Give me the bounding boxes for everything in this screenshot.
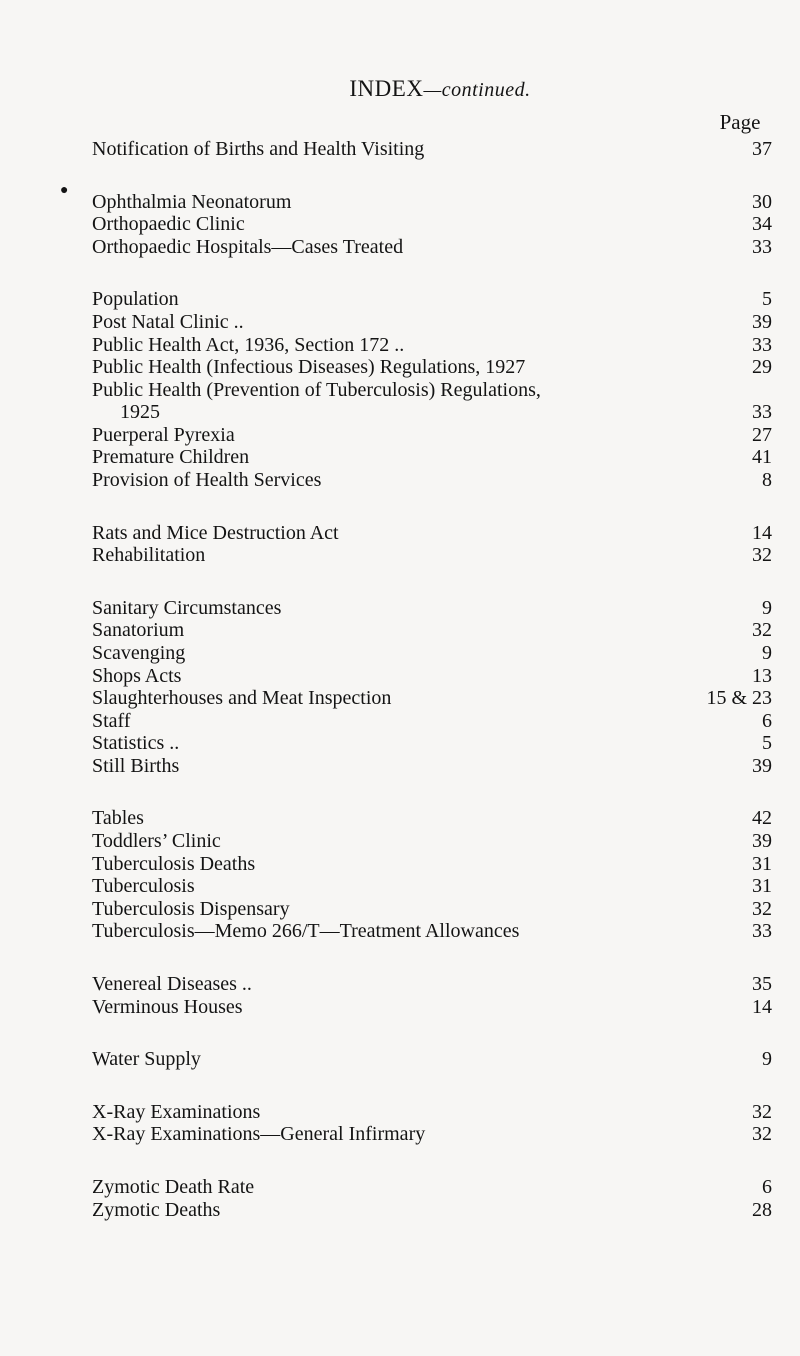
entry-label: Venereal Diseases .. xyxy=(92,973,252,996)
index-group xyxy=(92,1101,772,1146)
index-entry xyxy=(92,1199,772,1222)
index-entry xyxy=(92,213,772,236)
index-group xyxy=(92,522,772,567)
entry-label: Staff xyxy=(92,709,131,732)
entry-page-number: 35 xyxy=(752,973,772,996)
index-entry xyxy=(92,996,772,1019)
index-entry xyxy=(92,446,772,469)
entry-label: Provision of Health Services xyxy=(92,468,322,491)
index-entry xyxy=(92,830,772,853)
entry-label: Water Supply xyxy=(92,1048,201,1071)
entry-label: Tables xyxy=(92,807,144,830)
entry-page-number: 15 & 23 xyxy=(706,687,772,710)
entry-page-number: 9 xyxy=(762,1048,772,1071)
entry-label: Tuberculosis Dispensary xyxy=(92,897,290,920)
entry-label: Rats and Mice Destruction Act xyxy=(92,521,339,544)
entry-label-continued: 1925 xyxy=(120,401,160,424)
title-text: INDEX xyxy=(349,76,424,101)
entry-page-number: 29 xyxy=(752,356,772,379)
entry-label: X-Ray Examinations—General Infirmary xyxy=(92,1123,426,1146)
index-entry xyxy=(92,732,772,755)
entry-label: Statistics .. xyxy=(92,732,180,755)
entry-page-number: 27 xyxy=(752,423,772,446)
entry-label: Post Natal Clinic .. xyxy=(92,310,244,333)
bullet-mark-icon: ● xyxy=(60,183,69,198)
entry-page-number: 32 xyxy=(752,1123,772,1146)
index-group xyxy=(92,597,772,778)
index-entry xyxy=(92,920,772,943)
index-entry xyxy=(92,1048,772,1071)
entry-label: Still Births xyxy=(92,754,180,777)
entry-label: Shops Acts xyxy=(92,664,182,687)
entry-label: Puerperal Pyrexia xyxy=(92,423,235,446)
index-entry xyxy=(92,522,772,545)
index-entry xyxy=(92,853,772,876)
index-entry xyxy=(92,334,772,357)
entry-label: Toddlers’ Clinic xyxy=(92,830,221,853)
page-column-heading: Page xyxy=(719,110,761,134)
entry-page-number: 42 xyxy=(752,807,772,830)
index-entry xyxy=(92,755,772,778)
entry-page-number: 32 xyxy=(752,619,772,642)
index-entry xyxy=(92,807,772,830)
entry-page-number: 28 xyxy=(752,1198,772,1221)
index-entry xyxy=(92,544,772,567)
entry-label: Slaughterhouses and Meat Inspection xyxy=(92,687,392,710)
index-entry xyxy=(92,379,772,424)
entry-label: Rehabilitation xyxy=(92,544,206,567)
index-group xyxy=(92,807,772,943)
entry-label: Notification of Births and Health Visiting xyxy=(92,138,425,160)
index-entry xyxy=(92,687,772,710)
entry-page-number: 39 xyxy=(752,830,772,853)
entry-page-number: 31 xyxy=(752,875,772,898)
entry-page-number: 33 xyxy=(752,333,772,356)
entry-page-number: 14 xyxy=(752,995,772,1018)
index-group xyxy=(92,973,772,1018)
entry-page-number: 39 xyxy=(752,754,772,777)
index-entry xyxy=(92,469,772,492)
index-entry xyxy=(92,1101,772,1124)
title-continued: —continued. xyxy=(423,79,531,101)
entry-page-number: 14 xyxy=(752,521,772,544)
index-entry xyxy=(92,710,772,733)
entry-label: Public Health (Infectious Diseases) Regulations, 1927 xyxy=(92,356,526,379)
entry-page-number: 5 xyxy=(762,288,772,311)
entry-page-number: 6 xyxy=(762,1176,772,1198)
entry-label: Sanitary Circumstances xyxy=(92,596,282,619)
index-entry xyxy=(92,875,772,898)
entry-label: Population xyxy=(92,288,179,311)
page-title xyxy=(0,76,800,102)
entry-page-number: 32 xyxy=(752,1100,772,1123)
entry-page-number: 9 xyxy=(762,596,772,619)
index-entry xyxy=(92,973,772,996)
index-entry xyxy=(92,665,772,688)
entry-label: X-Ray Examinations xyxy=(92,1100,261,1123)
index-group xyxy=(92,191,772,259)
index-group xyxy=(92,1176,772,1221)
entry-page-number: 34 xyxy=(752,213,772,236)
entry-page-number: 30 xyxy=(752,190,772,213)
entry-label: Zymotic Death Rate xyxy=(92,1176,255,1198)
entry-page-number: 13 xyxy=(752,664,772,687)
entry-label: Tuberculosis—Memo 266/T—Treatment Allowances xyxy=(92,920,520,943)
entry-page-number: 8 xyxy=(762,468,772,491)
index-entry xyxy=(92,597,772,620)
index-entry xyxy=(92,619,772,642)
entry-page-number: 41 xyxy=(752,446,772,469)
index-entry xyxy=(92,288,772,311)
entry-label: Public Health Act, 1936, Section 172 .. xyxy=(92,333,405,356)
entry-page-number: 33 xyxy=(752,920,772,943)
index-entry xyxy=(92,191,772,214)
index-entry xyxy=(92,356,772,379)
index-entry xyxy=(92,138,772,161)
index-entry xyxy=(92,424,772,447)
index-group xyxy=(92,288,772,491)
entry-page-number: 6 xyxy=(762,709,772,732)
entry-label: Tuberculosis xyxy=(92,875,195,898)
entry-page-number: 31 xyxy=(752,852,772,875)
index-entry xyxy=(92,642,772,665)
entry-page-number: 37 xyxy=(752,138,772,160)
entry-label: Orthopaedic Clinic xyxy=(92,213,245,236)
entry-page-number: 39 xyxy=(752,310,772,333)
index-entry xyxy=(92,1123,772,1146)
entry-page-number: 33 xyxy=(752,401,772,424)
entry-page-number: 32 xyxy=(752,897,772,920)
entry-label: Verminous Houses xyxy=(92,995,243,1018)
entry-page-number: 33 xyxy=(752,235,772,258)
entry-page-number: 5 xyxy=(762,732,772,755)
entry-label: Scavenging xyxy=(92,641,186,664)
entry-label: Premature Children xyxy=(92,446,250,469)
index-group xyxy=(92,138,772,161)
index-entries xyxy=(92,138,772,1221)
index-entry xyxy=(92,898,772,921)
index-group xyxy=(92,1048,772,1071)
entry-label: Sanatorium xyxy=(92,619,185,642)
entry-page-number: 9 xyxy=(762,641,772,664)
entry-page-number: 32 xyxy=(752,544,772,567)
entry-label: Orthopaedic Hospitals—Cases Treated xyxy=(92,235,404,258)
entry-label: Public Health (Prevention of Tuberculosis) Regulations, 1925 xyxy=(92,378,541,424)
entry-label: Tuberculosis Deaths xyxy=(92,852,256,875)
index-entry xyxy=(92,236,772,259)
entry-label: Ophthalmia Neonatorum xyxy=(92,190,292,213)
index-entry xyxy=(92,1176,772,1199)
entry-label: Zymotic Deaths xyxy=(92,1198,221,1221)
index-entry xyxy=(92,311,772,334)
